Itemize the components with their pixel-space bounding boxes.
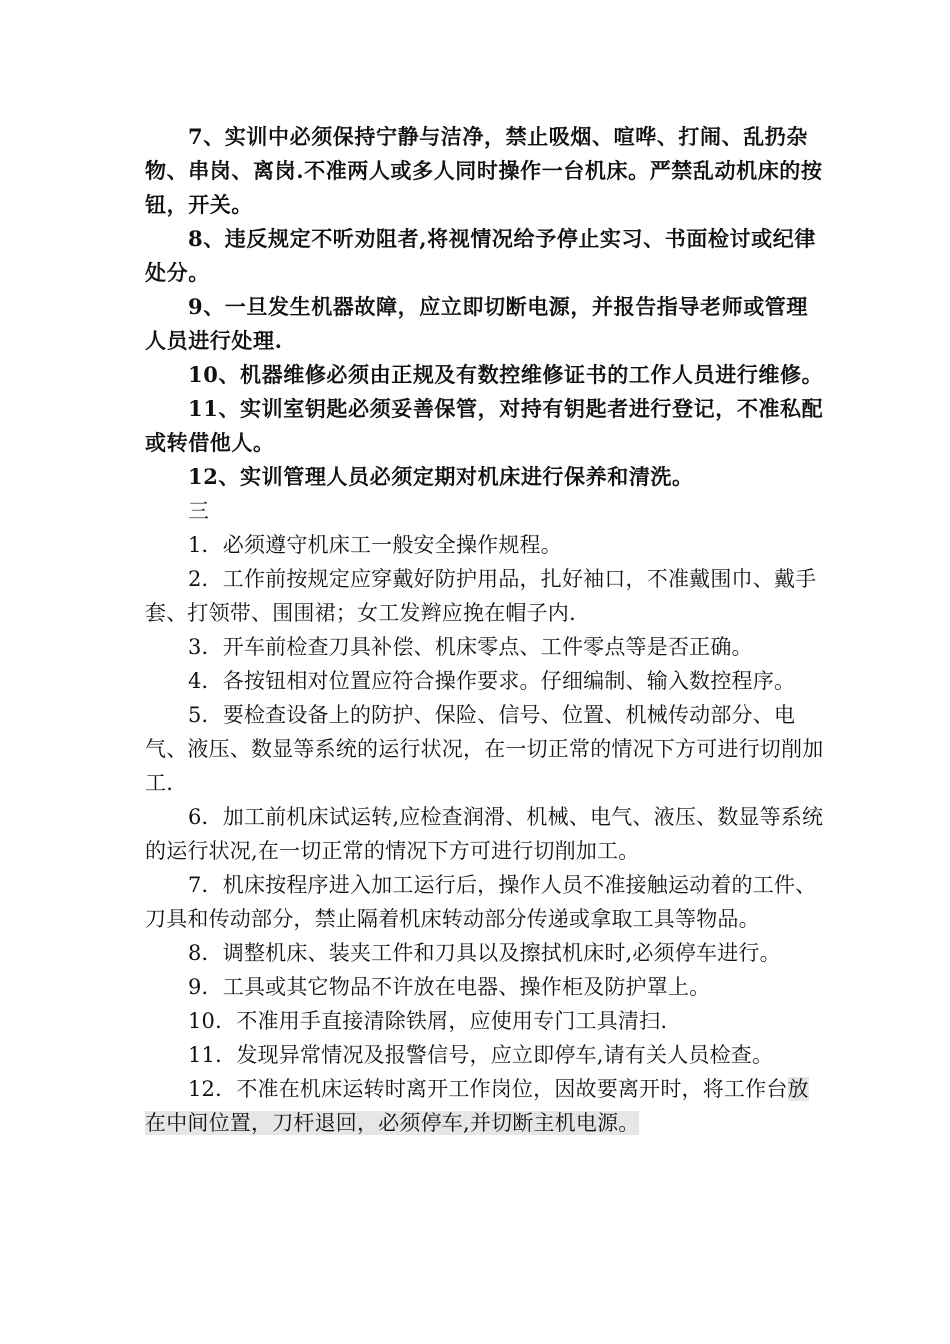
- list-item: 2．工作前按规定应穿戴好防护用品，扎好袖口，不准戴围巾、戴手套、打领带、围围裙；女工发辫应挽在帽子内.: [145, 567, 817, 625]
- list-item: 10．不准用手直接清除铁屑，应使用专门工具清扫.: [188, 1009, 668, 1033]
- list-item: 6．加工前机床试运转,应检查润滑、机械、电气、液压、数显等系统的运行状况,在一切正常的情况下方可进行切削加工。: [145, 805, 824, 863]
- last-item-start: 12．不准在机床运转时离开工作岗位，因故要离开时，将工作台: [188, 1077, 788, 1101]
- list-item: 5．要检查设备上的防护、保险、信号、位置、机械传动部分、电气、液压、数显等系统的运行状况，在一切正常的情况下方可进行切削加工.: [145, 703, 824, 795]
- list-item-last: [145, 1072, 825, 1140]
- list-item: 11．发现异常情况及报警信号，应立即停车,请有关人员检查。: [188, 1043, 774, 1067]
- rule-9: 9、一旦发生机器故障，应立即切断电源，并报告指导老师或管理人员进行处理.: [145, 294, 809, 353]
- list-item: 7．机床按程序进入加工运行后，操作人员不准接触运动着的工件、刀具和传动部分，禁止隔着机床转动部分传递或拿取工具等物品。: [145, 873, 817, 931]
- list-item: 3．开车前检查刀具补偿、机床零点、工件零点等是否正确。: [188, 635, 753, 659]
- list-item: 4．各按钮相对位置应符合操作要求。仔细编制、输入数控程序。: [188, 669, 796, 693]
- list-item: 1．必须遵守机床工一般安全操作规程。: [188, 533, 562, 557]
- rule-11: 11、实训室钥匙必须妥善保管，对持有钥匙者进行登记，不准私配或转借他人。: [145, 396, 824, 455]
- section-heading: 三: [188, 499, 210, 523]
- document-body: [145, 120, 825, 1140]
- list-item: 8．调整机床、装夹工件和刀具以及擦拭机床时,必须停车进行。: [188, 941, 781, 965]
- highlighted-text: 放在中间位置，刀杆退回，必须停车,并切断主机电源。: [145, 1077, 809, 1135]
- rule-12: 12、实训管理人员必须定期对机床进行保养和清洗。: [188, 464, 694, 489]
- rule-10: 10、机器维修必须由正规及有数控维修证书的工作人员进行维修。: [188, 362, 824, 387]
- rule-7: 7、实训中必须保持宁静与洁净，禁止吸烟、喧哗、打闹、乱扔杂物、串岗、离岗.不准两人或多人同时操作一台机床。严禁乱动机床的按钮，开关。: [145, 124, 823, 217]
- rule-8: 8、违反规定不听劝阻者,将视情况给予停止实习、书面检讨或纪律处分。: [145, 226, 816, 285]
- list-item: 9．工具或其它物品不许放在电器、操作柜及防护罩上。: [188, 975, 711, 999]
